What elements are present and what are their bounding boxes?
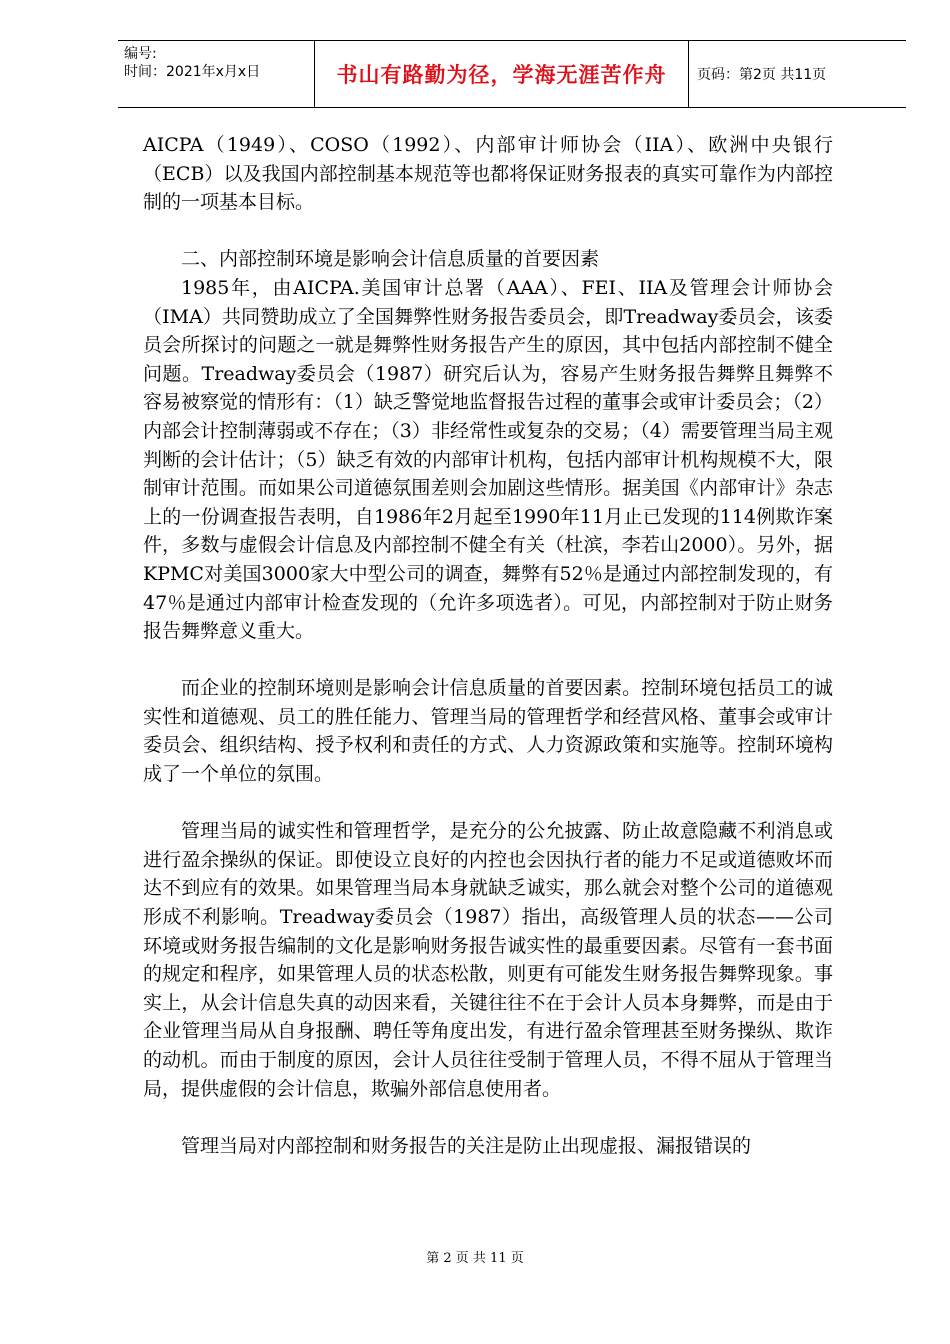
paragraph: 而企业的控制环境则是影响会计信息质量的首要因素。控制环境包括员工的诚实性和道德观、员工的胜任能力、管理当局的管理哲学和经营风格、董事会或审计委员会、组织结构、授予权利和责任的方式、人力资源政策和实施等。控制环境构成了一个单位的氛围。: [143, 677, 833, 786]
page-header: [118, 40, 906, 108]
number-label: 编号:: [124, 46, 157, 62]
paragraph: 1985年，由AICPA.美国审计总署（AAA）、FEI、IIA及管理会计师协会（IMA）共同赞助成立了全国舞弊性财务报告委员会，即Treadway委员会，该委员会所探讨的问题之一就是舞弊性财务报告产生的原因，其中包括内部控制不健全问题。Treadway委员会（1987）研究后认为，容易产生财务报告舞弊且舞弊不容易被察觉的情形有：（1）缺乏警觉地监督报告过程的董事会或审计委员会；（2）内部会计控制薄弱或不存在；（3）非经常性或复杂的交易；（4）需要管理当局主观判断的会计估计；（5）缺乏有效的内部审计机构，包括内部审计机构规模不大，限制审计范围。而如果公司道德氛围差则会加剧这些情形。据美国《内部审计》杂志上的一份调查报告表明，自1986年2月起至1990年11月止已发现的114例欺诈案件，多数与虚假会计信息及内部控制不健全有关（杜滨，李若山2000）。另外，据KPMC对美国3000家大中型公司的调查，舞弊有52％是通过内部控制发现的，有47％是通过内部审计检查发现的（允许多项选者）。可见，内部控制对于防止财务报告舞弊意义重大。: [143, 276, 833, 643]
paragraph: 管理当局的诚实性和管理哲学，是充分的公允披露、防止故意隐藏不利消息或进行盈余操纵的保证。即使设立良好的内控也会因执行者的能力不足或道德败坏而达不到应有的效果。如果管理当局本身就缺乏诚实，那么就会对整个公司的道德观形成不利影响。Treadway委员会（1987）指出，高级管理人员的状态——公司环境或财务报告编制的文化是影响财务报告诚实性的最重要因素。尽管有一套书面的规定和程序，如果管理人员的状态松散，则更有可能发生财务报告舞弊现象。事实上，从会计信息失真的动因来看，关键往往不在于会计人员本身舞弊，而是由于企业管理当局从自身报酬、聘任等角度出发，有进行盈余管理甚至财务操纵、欺诈的动机。而由于制度的原因，会计人员往往受制于管理人员，不得不屈从于管理当局，提供虚假的会计信息，欺骗外部信息使用者。: [143, 820, 833, 1100]
time-label: 时间：2021年x月x日: [124, 64, 261, 80]
header-page-info: 页码：第2页 共11页: [697, 67, 827, 83]
document-body: [143, 131, 833, 1160]
header-meta: [118, 41, 315, 107]
paragraph: AICPA（1949）、COSO（1992）、内部审计师协会（IIA）、欧洲中央银行（ECB）以及我国内部控制基本规范等也都将保证财务报表的真实可靠作为内部控制的一项基本目标。: [143, 134, 833, 214]
header-motto: 书山有路勤为径，学海无涯苦作舟: [315, 41, 689, 107]
section-heading: 二、内部控制环境是影响会计信息质量的首要因素: [181, 248, 600, 271]
page-footer: 第 2 页 共 11 页: [426, 1251, 524, 1266]
paragraph: 管理当局对内部控制和财务报告的关注是防止出现虚报、漏报错误的: [181, 1134, 752, 1157]
